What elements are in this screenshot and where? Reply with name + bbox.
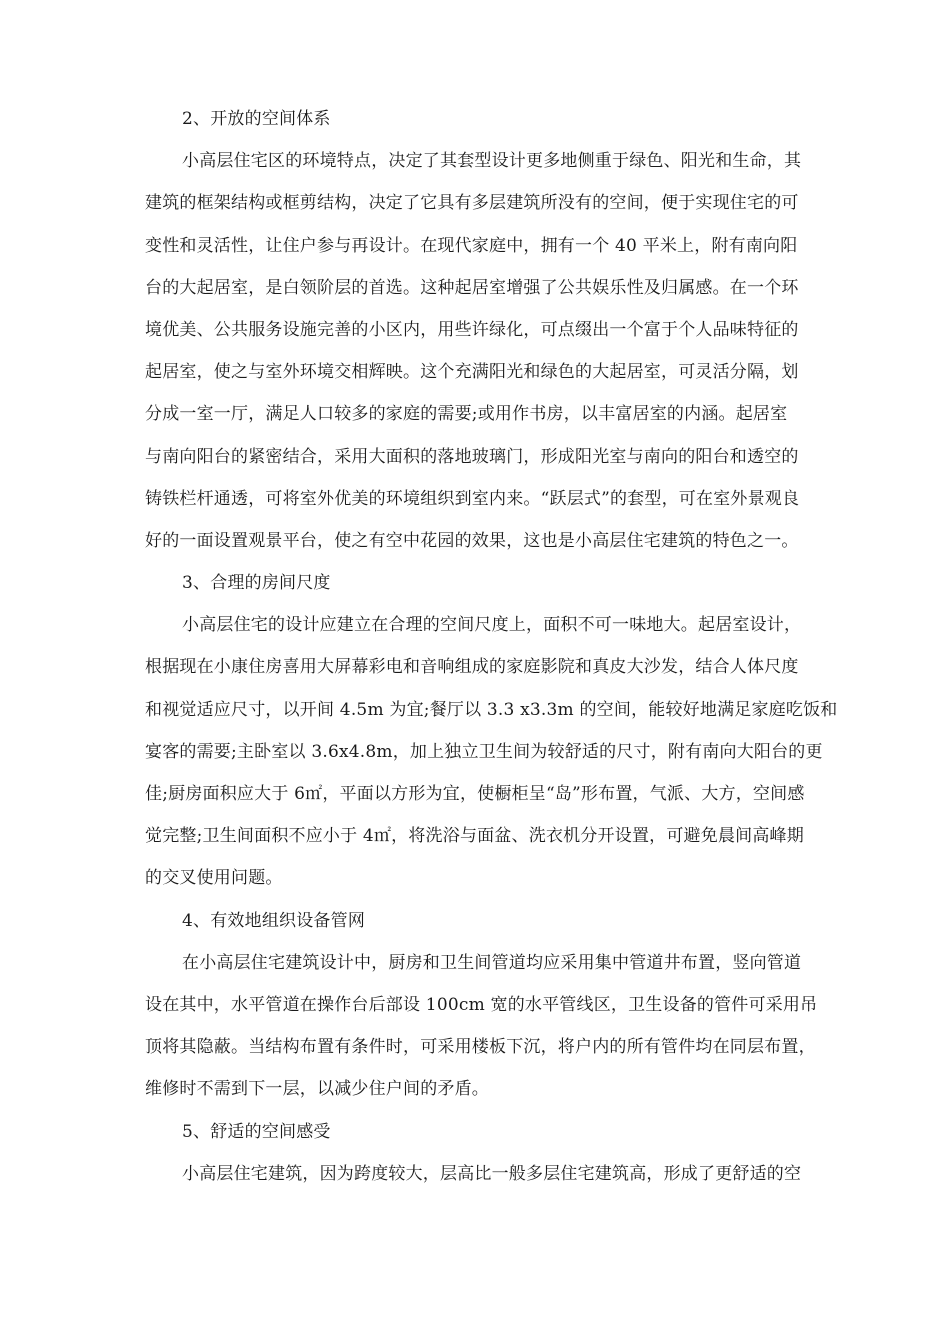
paragraph-line: 的交叉使用问题。 <box>145 868 283 889</box>
paragraph-line: 顶将其隐蔽。当结构布置有条件时，可采用楼板下沉，将户内的所有管件均在同层布置， <box>145 1037 816 1058</box>
section-heading-open-space: 2、开放的空间体系 <box>182 109 331 129</box>
paragraph-line: 宴客的需要;主卧室以 3.6x4.8m，加上独立卫生间为较舒适的尺寸，附有南向大阳台的更 <box>145 741 823 762</box>
document-body <box>145 98 875 1195</box>
paragraph-line: 台的大起居室，是白领阶层的首选。这种起居室增强了公共娱乐性及归属感。在一个环 <box>145 277 799 298</box>
paragraph-line: 铸铁栏杆通透，可将室外优美的环境组织到室内来。“跃层式”的套型，可在室外景观良 <box>145 488 800 509</box>
paragraph-line: 变性和灵活性，让住户参与再设计。在现代家庭中，拥有一个 40 平米上，附有南向阳 <box>145 235 798 256</box>
paragraph-line: 和视觉适应尺寸，以开间 4.5m 为宜;餐厅以 3.3 x3.3m 的空间，能较好地满足家庭吃饭和 <box>145 699 838 720</box>
paragraph-line: 设在其中，水平管道在操作台后部设 100cm 宽的水平管线区，卫生设备的管件可采用吊 <box>145 994 818 1015</box>
paragraph-line: 小高层住宅的设计应建立在合理的空间尺度上，面积不可一味地大。起居室设计， <box>182 615 802 636</box>
paragraph-line: 与南向阳台的紧密结合，采用大面积的落地玻璃门，形成阳光室与南向的阳台和透空的 <box>145 446 799 467</box>
section-heading-comfortable-space: 5、舒适的空间感受 <box>182 1121 331 1142</box>
paragraph-line: 起居室，使之与室外环境交相辉映。这个充满阳光和绿色的大起居室，可灵活分隔，划 <box>145 362 799 383</box>
paragraph-line: 佳;厨房面积应大于 6㎡，平面以方形为宜，使橱柜呈“岛”形布置，气派、大方，空间感 <box>145 784 805 804</box>
paragraph-line: 好的一面设置观景平台，使之有空中花园的效果，这也是小高层住宅建筑的特色之一。 <box>145 530 799 551</box>
paragraph-line: 小高层住宅建筑，因为跨度较大，层高比一般多层住宅建筑高，形成了更舒适的空 <box>182 1163 802 1184</box>
paragraph-line: 小高层住宅区的环境特点，决定了其套型设计更多地侧重于绿色、阳光和生命，其 <box>182 151 802 172</box>
section-heading-equipment-pipes: 4、有效地组织设备管网 <box>182 910 366 931</box>
section-heading-room-scale: 3、合理的房间尺度 <box>182 573 331 594</box>
paragraph-line: 建筑的框架结构或框剪结构，决定了它具有多层建筑所没有的空间，便于实现住宅的可 <box>145 193 799 214</box>
paragraph-line: 在小高层住宅建筑设计中，厨房和卫生间管道均应采用集中管道井布置，竖向管道 <box>182 952 802 973</box>
paragraph-line: 境优美、公共服务设施完善的小区内，用些许绿化，可点缀出一个富于个人品味特征的 <box>145 319 799 340</box>
paragraph-line: 觉完整;卫生间面积不应小于 4㎡，将洗浴与面盆、洗衣机分开设置，可避免晨间高峰期 <box>145 826 804 847</box>
paragraph-line: 分成一室一厅，满足人口较多的家庭的需要;或用作书房，以丰富居室的内涵。起居室 <box>145 404 788 425</box>
paragraph-line: 维修时不需到下一层，以减少住户间的矛盾。 <box>145 1079 489 1100</box>
paragraph-line: 根据现在小康住房喜用大屏幕彩电和音响组成的家庭影院和真皮大沙发，结合人体尺度 <box>145 657 799 678</box>
